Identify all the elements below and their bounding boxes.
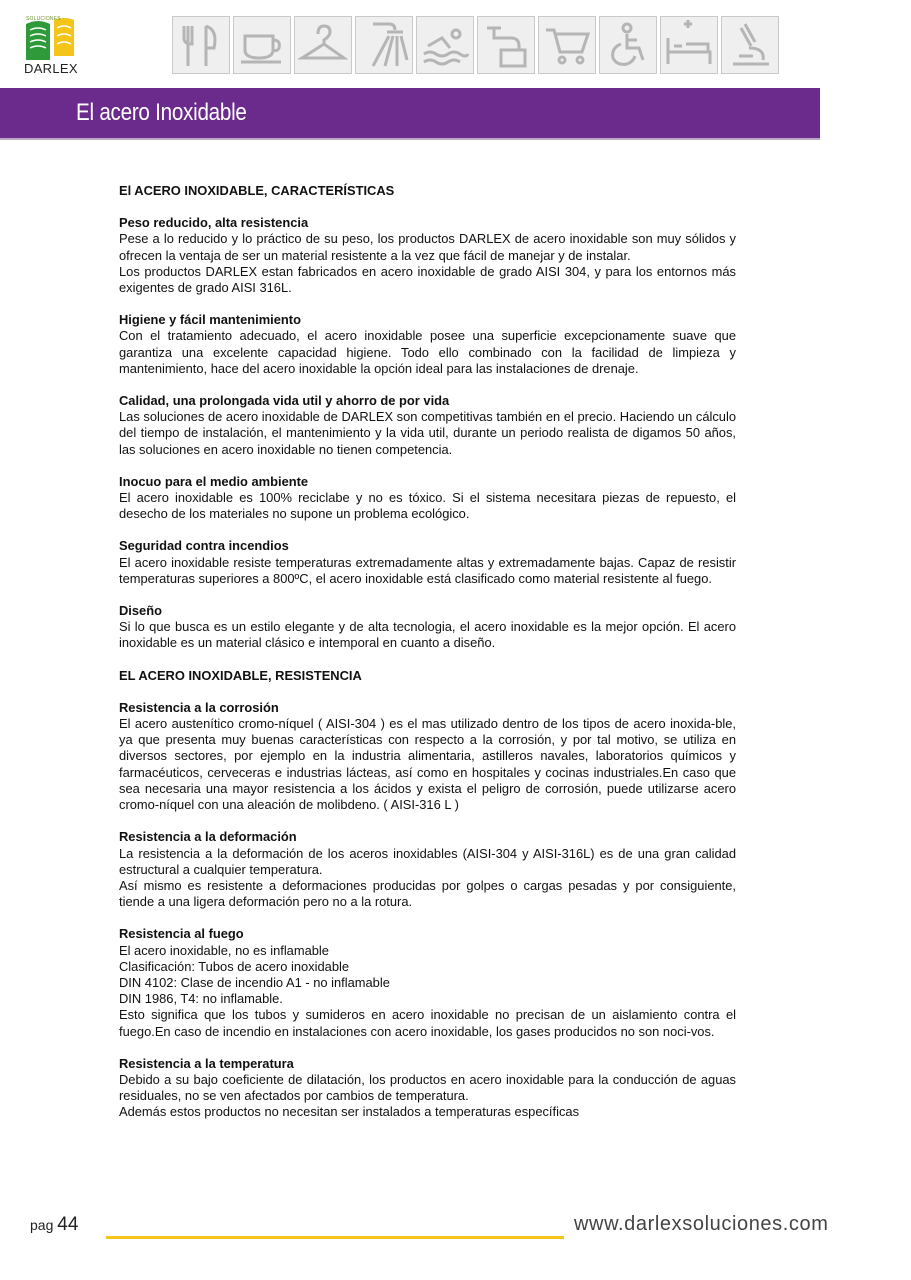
- darlex-logo: [24, 16, 76, 74]
- block-title: Calidad, una prolongada vida util y ahorro de por vida: [119, 393, 450, 409]
- content-block: [119, 393, 736, 458]
- category-icon-strip: [172, 16, 779, 74]
- logo-name: DARLEX: [24, 61, 78, 76]
- text-line: Clasificación: Tubos de acero inoxidable: [119, 958, 350, 974]
- paragraph: El acero inoxidable resiste temperaturas extremadamente altas y extremadamente bajas. Capaz de resistir temperaturas superiores a 800ºC, el acero inoxidable está clasificado como material resistente al fuego.: [119, 554, 736, 586]
- hospital-bed-icon: [660, 16, 718, 74]
- footer-divider: [106, 1236, 564, 1239]
- block-title: Higiene y fácil mantenimiento: [119, 312, 301, 328]
- website-link[interactable]: www.darlexsoluciones.com: [574, 1213, 829, 1235]
- paragraph: Debido a su bajo coeficiente de dilatación, los productos en acero inoxidable para la conducción de aguas residuales, no se ven afectados por cambios de temperatura.: [119, 1071, 736, 1104]
- block-title: Inocuo para el medio ambiente: [119, 473, 309, 489]
- page-label: pag: [30, 1217, 54, 1233]
- content-block: [119, 700, 736, 813]
- section-title: EL ACERO INOXIDABLE, RESISTENCIA: [119, 667, 362, 683]
- block-title: Diseño: [119, 603, 162, 619]
- text-line: El acero inoxidable, no es inflamable: [119, 942, 329, 958]
- paragraph: La resistencia a la deformación de los aceros inoxidables (AISI-304 y AISI-316L) es de una gran calidad estructural a cualquier temperatura.: [119, 845, 736, 877]
- microscope-icon: [721, 16, 779, 74]
- content-block: [119, 926, 736, 1039]
- faucet-icon: [477, 16, 535, 74]
- page-title: El acero Inoxidable: [76, 99, 247, 126]
- logo-mark-icon: [24, 16, 76, 60]
- content-block: [119, 538, 736, 587]
- coffee-cup-icon: [233, 16, 291, 74]
- main-content: [119, 183, 736, 1137]
- paragraph: Así mismo es resistente a deformaciones producidas por golpes o cargas pesadas y por consiguiente, tiende a una ligera deformación pero no a la rotura.: [119, 877, 736, 910]
- shower-icon: [355, 16, 413, 74]
- content-block: [119, 312, 736, 377]
- text-line: DIN 1986, T4: no inflamable.: [119, 991, 283, 1007]
- wheelchair-icon: [599, 16, 657, 74]
- shopping-cart-icon: [538, 16, 596, 74]
- paragraph: Esto significa que los tubos y sumideros en acero inoxidable no precisan de un aislamiento contra el fuego.En caso de incendio en instalaciones con acero inoxidable, los gases producidos no son noci-vos.: [119, 1007, 736, 1039]
- paragraph: Con el tratamiento adecuado, el acero inoxidable posee una superficie excepcionamente suave que garantiza una excelente capacidad higiene. Todo ello combinado con la facilidad de limpieza y mantenimiento, hace del acero inoxidable la opción ideal para las instalaciones de drenaje.: [119, 328, 736, 376]
- restaurant-icon: [172, 16, 230, 74]
- paragraph: El acero austenítico cromo-níquel ( AISI-304 ) es el mas utilizado dentro de los tipos de acero inoxida-ble, ya que presenta muy buenas características con respecto a la corrosión, y por tal motivo, se utiliza en diversos sectores, por ejemplo en la industria alimentaria, astilleros navales, laboratorios químicos y farmacéuticos, cerveceras e industrias lácteas, así como en hospitales y cocinas industriales.En caso que sea necesaria una mayor resistencia a los ácidos y exista el peligro de corrosión, puede utilizarse acero cromo-níquel con una aleación de molibdeno. ( AISI-316 L ): [119, 716, 736, 813]
- paragraph: Pese a lo reducido y lo práctico de su peso, los productos DARLEX de acero inoxidable son muy sólidos y ofrecen la ventaja de ser un material resistente a la vez que fácil de manejar y de instalar.: [119, 231, 736, 263]
- content-block: [119, 603, 736, 652]
- paragraph: Las soluciones de acero inoxidable de DARLEX son competitivas también en el precio. Haciendo un cálculo del tiempo de instalación, el mantenimiento y la vida util, durante un periodo realista de digamos 50 años, las soluciones en acero inoxidable no tienen competencia.: [119, 409, 736, 457]
- paragraph: Si lo que busca es un estilo elegante y de alta tecnologia, el acero inoxidable es la mejor opción. El acero inoxidable es un material clásico e intemporal en cuanto a diseño.: [119, 619, 736, 651]
- text-line: DIN 4102: Clase de incendio A1 - no inflamable: [119, 974, 390, 990]
- block-title: Seguridad contra incendios: [119, 538, 289, 554]
- content-block: [119, 474, 736, 523]
- page-number-value: 44: [57, 1214, 79, 1235]
- block-title: Resistencia a la corrosión: [119, 699, 279, 715]
- paragraph: El acero inoxidable es 100% reciclabe y no es tóxico. Si el sistema necesitara piezas de repuesto, el desecho de los materiales no supone un problema ecológico.: [119, 490, 736, 522]
- block-title: Resistencia al fuego: [119, 926, 244, 942]
- section-title: El ACERO INOXIDABLE, CARACTERÍSTICAS: [119, 183, 395, 198]
- paragraph: Además estos productos no necesitan ser instalados a temperaturas específicas: [119, 1104, 580, 1120]
- swimming-icon: [416, 16, 474, 74]
- block-title: Resistencia a la deformación: [119, 829, 297, 845]
- page-title-band: [0, 88, 820, 138]
- content-block: [119, 215, 736, 296]
- paragraph: Los productos DARLEX estan fabricados en acero inoxidable de grado AISI 304, y para los entornos más exigentes de grado AISI 316L.: [119, 263, 736, 296]
- logo-tagline: SOLUCIONES: [26, 16, 61, 22]
- hanger-icon: [294, 16, 352, 74]
- block-title: Peso reducido, alta resistencia: [119, 215, 309, 231]
- content-block: [119, 1056, 736, 1121]
- content-block: [119, 829, 736, 910]
- page-number: [30, 1214, 78, 1236]
- block-title: Resistencia a la temperatura: [119, 1055, 294, 1071]
